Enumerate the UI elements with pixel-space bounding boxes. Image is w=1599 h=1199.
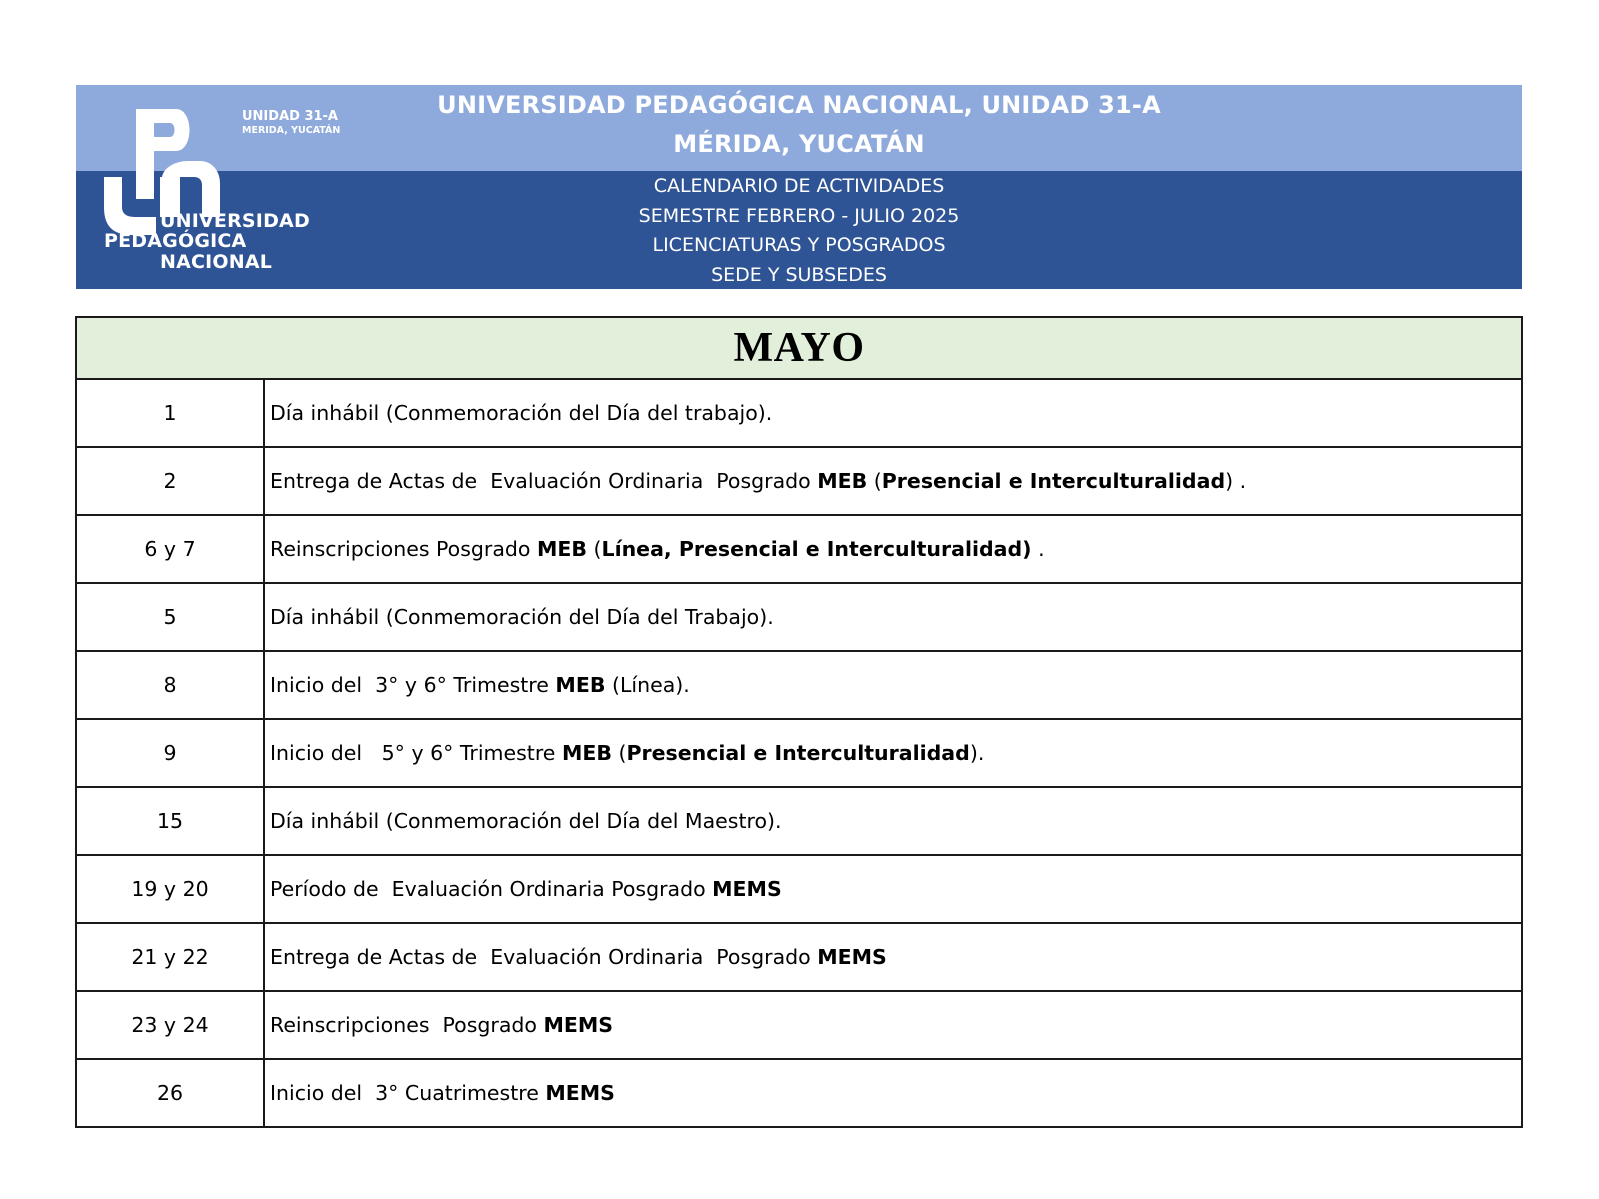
activity-text: Inicio del 3° Cuatrimestre bbox=[270, 1081, 546, 1105]
logo-city-label: MERIDA, YUCATÁN bbox=[242, 125, 341, 136]
activity-description bbox=[264, 923, 1522, 991]
upn-logo bbox=[104, 109, 341, 284]
subtitle-calendar: CALENDARIO DE ACTIVIDADES bbox=[653, 175, 945, 197]
table-row bbox=[76, 447, 1522, 515]
activity-description bbox=[264, 991, 1522, 1059]
activity-text-bold: Presencial e Interculturalidad bbox=[881, 469, 1226, 493]
subtitle-campuses: SEDE Y SUBSEDES bbox=[711, 263, 887, 286]
activity-text-bold: Línea, Presencial e Interculturalidad) bbox=[601, 537, 1032, 561]
document-header bbox=[76, 85, 1522, 289]
activity-text-bold: MEB bbox=[561, 741, 612, 765]
table-row bbox=[76, 1059, 1522, 1127]
activity-text-bold: MEB bbox=[555, 673, 606, 697]
activity-text-bold: MEB bbox=[536, 537, 587, 561]
activity-text-bold: MEB bbox=[817, 469, 868, 493]
activity-description bbox=[264, 515, 1522, 583]
activity-description bbox=[264, 379, 1522, 447]
activity-text: ( bbox=[611, 741, 627, 765]
table-row bbox=[76, 583, 1522, 651]
activity-description bbox=[264, 583, 1522, 651]
table-row bbox=[76, 719, 1522, 787]
day-cell: 19 y 20 bbox=[76, 855, 264, 923]
day-cell: 2 bbox=[76, 447, 264, 515]
logo-text-line2: PEDAGÓGICA bbox=[104, 230, 247, 252]
table-row bbox=[76, 379, 1522, 447]
day-cell: 26 bbox=[76, 1059, 264, 1127]
subtitle-semester: SEMESTRE FEBRERO - JULIO 2025 bbox=[638, 204, 960, 227]
table-row bbox=[76, 991, 1522, 1059]
activity-text: Día inhábil (Conmemoración del Día del Trabajo). bbox=[270, 605, 774, 629]
activity-text: . bbox=[1031, 537, 1045, 561]
logo-text-line1: UNIVERSIDAD bbox=[160, 210, 310, 232]
day-cell: 1 bbox=[76, 379, 264, 447]
activity-text: ( bbox=[867, 469, 882, 493]
table-row bbox=[76, 923, 1522, 991]
activity-text-bold: Presencial e Interculturalidad bbox=[626, 741, 970, 765]
activity-text-bold: MEMS bbox=[545, 1081, 615, 1105]
table-row bbox=[76, 515, 1522, 583]
logo-unit-label: UNIDAD 31-A bbox=[242, 109, 338, 124]
day-cell: 5 bbox=[76, 583, 264, 651]
activity-text: Inicio del 3° y 6° Trimestre bbox=[270, 673, 556, 697]
activity-text: Período de Evaluación Ordinaria Posgrado bbox=[270, 877, 713, 901]
activity-text: Entrega de Actas de Evaluación Ordinaria Posgrado bbox=[270, 945, 818, 969]
activity-text: (Línea). bbox=[605, 673, 690, 697]
activity-description bbox=[264, 787, 1522, 855]
activity-text-bold: MEMS bbox=[712, 877, 782, 901]
activity-text: Inicio del 5° y 6° Trimestre bbox=[270, 741, 562, 765]
month-title: MAYO bbox=[76, 317, 1522, 379]
activity-description bbox=[264, 855, 1522, 923]
day-cell: 9 bbox=[76, 719, 264, 787]
activity-text: Día inhábil (Conmemoración del Día del trabajo). bbox=[270, 401, 773, 425]
logo-text-line3: NACIONAL bbox=[160, 251, 273, 273]
university-name: UNIVERSIDAD PEDAGÓGICA NACIONAL, UNIDAD 31-A bbox=[437, 91, 1161, 119]
activity-text: Reinscripciones Posgrado bbox=[270, 1013, 544, 1037]
table-row bbox=[76, 651, 1522, 719]
activity-description bbox=[264, 447, 1522, 515]
activity-description bbox=[264, 651, 1522, 719]
activity-text: Reinscripciones Posgrado bbox=[270, 537, 537, 561]
activity-text: Entrega de Actas de Evaluación Ordinaria Posgrado bbox=[270, 469, 818, 493]
activity-text: Día inhábil (Conmemoración del Día del Maestro). bbox=[270, 809, 782, 833]
table-row bbox=[76, 855, 1522, 923]
subtitle-programs: LICENCIATURAS Y POSGRADOS bbox=[652, 234, 946, 256]
activity-description bbox=[264, 1059, 1522, 1127]
university-city: MÉRIDA, YUCATÁN bbox=[673, 130, 925, 158]
day-cell: 6 y 7 bbox=[76, 515, 264, 583]
activity-text: ( bbox=[586, 537, 602, 561]
activity-text-bold: MEMS bbox=[817, 945, 887, 969]
day-cell: 21 y 22 bbox=[76, 923, 264, 991]
activity-text: ). bbox=[969, 741, 985, 765]
activities-calendar-table bbox=[75, 316, 1523, 1128]
day-cell: 15 bbox=[76, 787, 264, 855]
activity-text: ) . bbox=[1225, 469, 1247, 493]
day-cell: 8 bbox=[76, 651, 264, 719]
activity-text-bold: MEMS bbox=[543, 1013, 614, 1037]
day-cell: 23 y 24 bbox=[76, 991, 264, 1059]
table-row bbox=[76, 787, 1522, 855]
activity-description bbox=[264, 719, 1522, 787]
